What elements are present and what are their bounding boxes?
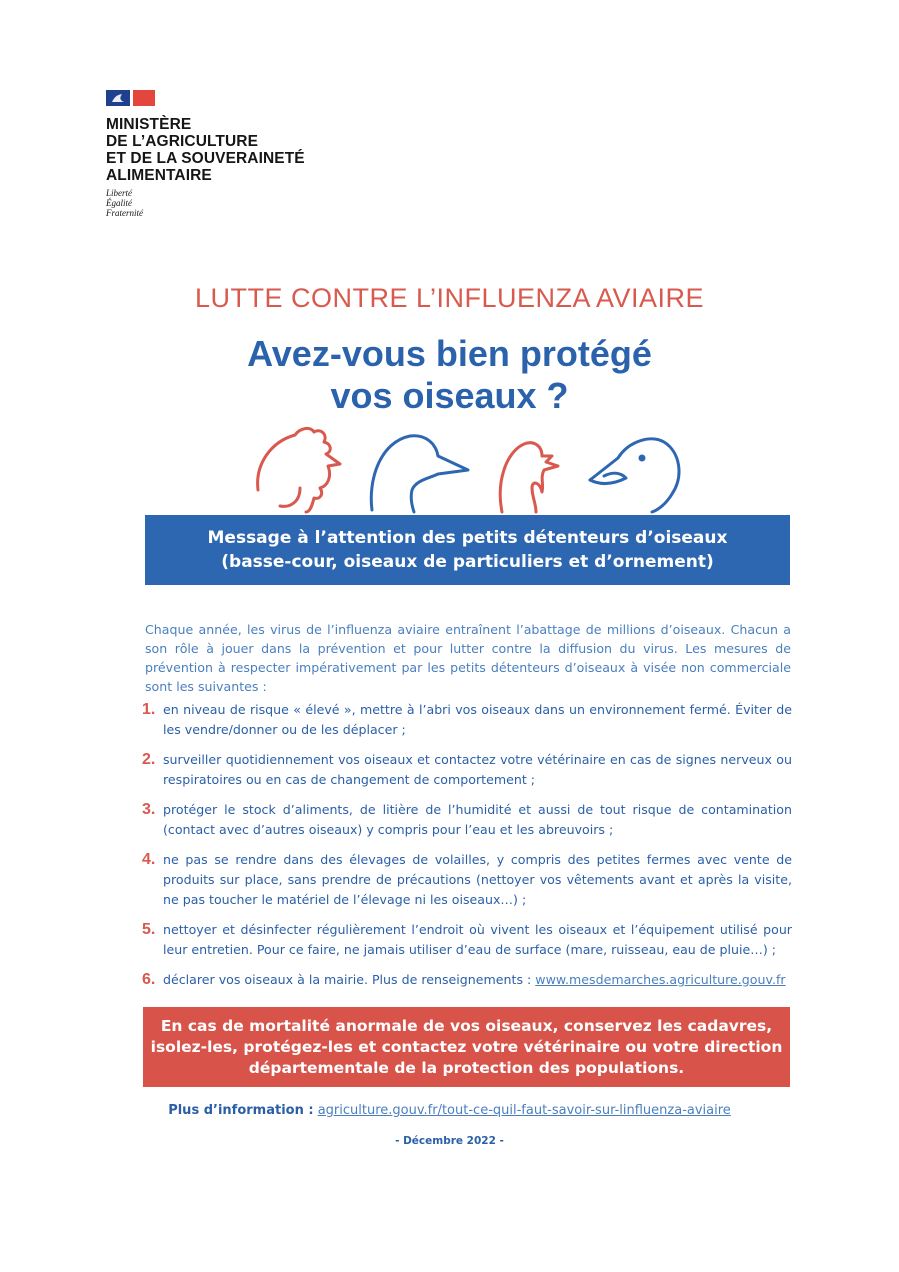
- item-number: 5.: [142, 921, 156, 938]
- item-text: surveiller quotidiennement vos oiseaux et contactez votre vétérinaire en cas de signes nerveux ou respiratoires ou en cas de changement de comportement ;: [163, 752, 792, 787]
- measures-list: [142, 700, 792, 1000]
- list-item: [142, 750, 792, 790]
- ministry-logo: [106, 90, 366, 218]
- more-info-label: Plus d’information :: [168, 1103, 314, 1118]
- item-number: 3.: [142, 801, 156, 818]
- more-info-link[interactable]: agriculture.gouv.fr/tout-ce-quil-faut-savoir-sur-linfluenza-aviaire: [317, 1103, 731, 1118]
- item-text: protéger le stock d’aliments, de litière de l’humidité et aussi de tout risque de contamination (contact avec d’autres oiseaux) y compris pour l’eau et les abreuvoirs ;: [163, 802, 792, 837]
- birds-illustration: [240, 420, 690, 520]
- item-text: en niveau de risque « élevé », mettre à l’abri vos oiseaux dans un environnement fermé. Éviter de les vendre/donner ou de les déplacer ;: [163, 702, 792, 737]
- list-item: [142, 800, 792, 840]
- intro-paragraph: Chaque année, les virus de l’influenza aviaire entraînent l’abattage de millions d’oiseaux. Chacun a son rôle à jouer dans la prévention et pour lutter contre la diffusion du virus. Les mesures de prévention à respecter impérativement par les petits détenteurs d’oiseaux à visée non commerciale sont les suivantes :: [145, 622, 791, 694]
- item-number: 2.: [142, 751, 156, 768]
- mesdemarches-link[interactable]: www.mesdemarches.agriculture.gouv.fr: [535, 972, 786, 987]
- ministry-name: MINISTÈRE DE L’AGRICULTURE ET DE LA SOUVERAINETÉ ALIMENTAIRE: [106, 116, 305, 184]
- alert-banner: En cas de mortalité anormale de vos oiseaux, conservez les cadavres, isolez-les, protégez-les et contactez votre vétérinaire ou votre direction départementale de la protection des populations.: [143, 1007, 790, 1087]
- more-info: [0, 1103, 899, 1118]
- item-text: nettoyer et désinfecter régulièrement l’endroit où vivent les oiseaux et l’équipement utilisé pour leur entretien. Pour ce faire, ne jamais utiliser d’eau de surface (mare, ruisseau, eau de pluie…) ;: [163, 922, 792, 957]
- audience-banner: Message à l’attention des petits détenteurs d’oiseaux (basse-cour, oiseaux de particuliers et d’ornement): [145, 515, 790, 585]
- item-text: déclarer vos oiseaux à la mairie. Plus de renseignements : www.mesdemarches.agriculture.gouv.fr: [163, 972, 786, 987]
- duck-icon: [590, 439, 679, 512]
- list-item: [142, 920, 792, 960]
- item-text: ne pas se rendre dans des élevages de volailles, y compris des petites fermes avec vente de produits sur place, sans prendre de précautions (nettoyer vos vêtements avant et après la visite, ne pas toucher le matériel de l’élevage ni les oiseaux…) ;: [163, 852, 792, 907]
- list-item: [142, 850, 792, 910]
- campaign-kicker: LUTTE CONTRE L’INFLUENZA AVIAIRE: [194, 283, 705, 313]
- list-item: [142, 700, 792, 740]
- list-item: [142, 970, 792, 990]
- turkey-icon: [500, 443, 558, 512]
- item-number: 4.: [142, 851, 156, 868]
- item-number: 1.: [142, 701, 156, 718]
- page-title: Avez-vous bien protégé vos oiseaux ?: [247, 333, 652, 416]
- republic-motto: Liberté Égalité Fraternité: [106, 188, 143, 218]
- marianne-flag-icon: [106, 90, 366, 110]
- item-number: 6.: [142, 971, 156, 988]
- publication-date: - Décembre 2022 -: [395, 1135, 504, 1147]
- rooster-icon: [258, 428, 340, 512]
- goose-icon: [371, 436, 468, 512]
